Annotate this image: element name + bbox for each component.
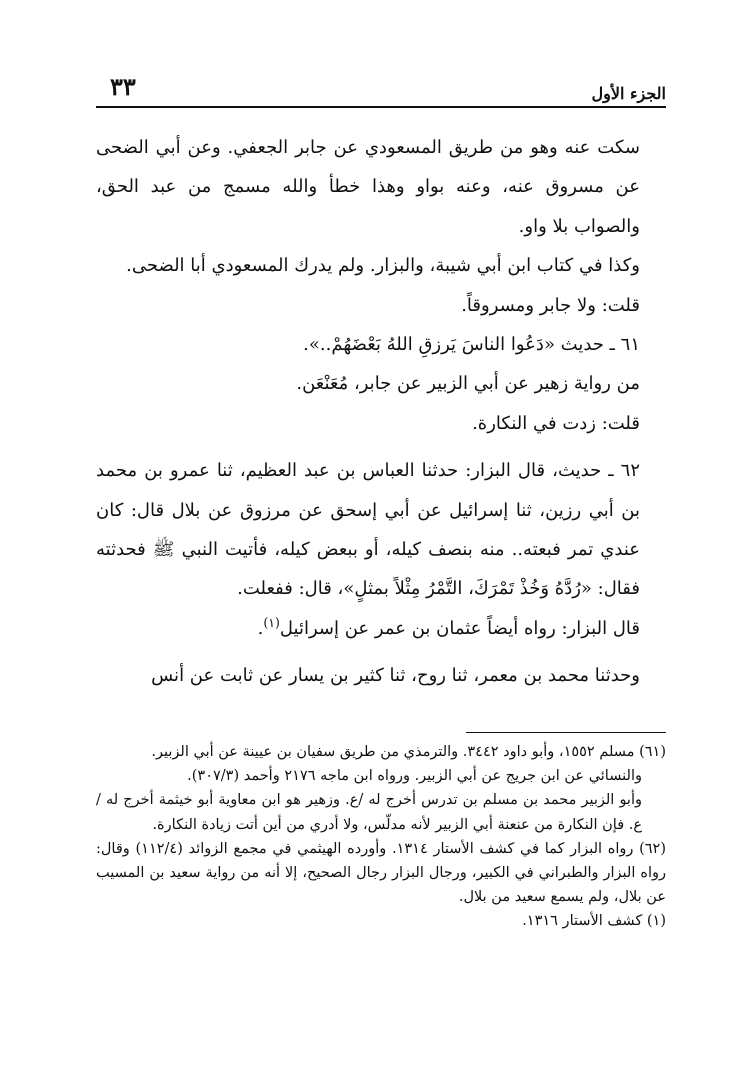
page-number: ٣٣ [110, 72, 136, 101]
paragraph-text: قال البزار: رواه أيضاً عثمان بن عمر عن إسرائيل [279, 617, 640, 639]
paragraph: وحدثنا محمد بن معمر، ثنا روح، ثنا كثير بن يسار عن ثابت عن أنس [151, 665, 640, 687]
footnote: (٦٢) رواه البزار كما في كشف الأستار ١٣١٤. وأورده الهيثمي في مجمع الزوائد (١١٢/٤) وقال: رواه البزار والطبراني في الكبير، ورجال البزار رجال الصحيح، إلا أنه من رواية سعيد بن المسيب عن بلال، ولم يسمع سعيد من بلال. [96, 840, 667, 906]
paragraph: سكت عنه وهو من طريق المسعودي عن جابر الجعفي. وعن أبي الضحى عن مسروق عنه، وعنه بواو وهذا خطأ والله مسمج من عبد الحق، والصواب بلا واو. [96, 137, 640, 237]
header-rule [96, 106, 666, 108]
running-header [96, 70, 666, 110]
paragraph: وكذا في كتاب ابن أبي شيبة، والبزار. ولم يدرك المسعودي أبا الضحى. [126, 255, 640, 277]
footnotes [96, 740, 666, 934]
footnote-separator [466, 732, 666, 733]
footnote: وأبو الزبير محمد بن مسلم بن تدرس أخرج له /ع. وزهير هو ابن معاوية أبو خيثمة أخرج له /ع. فإن النكارة من عنعنة أبي الزبير لأنه مدلّس، ولا أدري من أين أتت زيادة النكارة. [96, 792, 642, 833]
paragraph: قلت: ولا جابر ومسروقاً. [461, 294, 640, 316]
hadith-62-text: ٦٢ ـ حديث، قال البزار: حدثنا العباس بن عبد العظيم، ثنا عمرو بن محمد بن أبي رزين، ثنا إسرائيل عن أبي إسحق عن مرزوق عن بلال قال: كان عندي تمر فبعته.. منه بنصف كيله، أو ببعض كيله، فأتيت النبي ﷺ فحدثته فقال: «رُدَّهُ وَخُذْ تَمْرَكَ، التَّمْرُ مِثْلاً بمثلٍ»، قال: ففعلت. [96, 460, 640, 600]
paragraph-end: . [257, 617, 264, 639]
footnote: (٦١) مسلم ١٥٥٢، وأبو داود ٣٤٤٢. والترمذي من طريق سفيان بن عيينة عن أبي الزبير. [151, 744, 666, 760]
footnote: والنسائي عن ابن جريج عن أبي الزبير. ورواه ابن ماجه ٢١٧٦ وأحمد (٣٠٧/٣). [187, 768, 642, 785]
footnote-ref: (١) [263, 614, 280, 630]
paragraph [96, 609, 666, 648]
footnote: (١) كشف الأستار ١٣١٦. [522, 913, 666, 930]
main-text [96, 128, 666, 696]
paragraph: قلت: زدت في النكارة. [472, 412, 640, 434]
paragraph: من رواية زهير عن أبي الزبير عن جابر، مُعَنْعَن. [296, 373, 640, 395]
hadith-61-heading: ٦١ ـ حديث «دَعُوا الناسَ يَرزقِ اللهُ بَعْضَهُمْ..». [303, 334, 640, 356]
running-title: الجزء الأول [591, 84, 666, 103]
